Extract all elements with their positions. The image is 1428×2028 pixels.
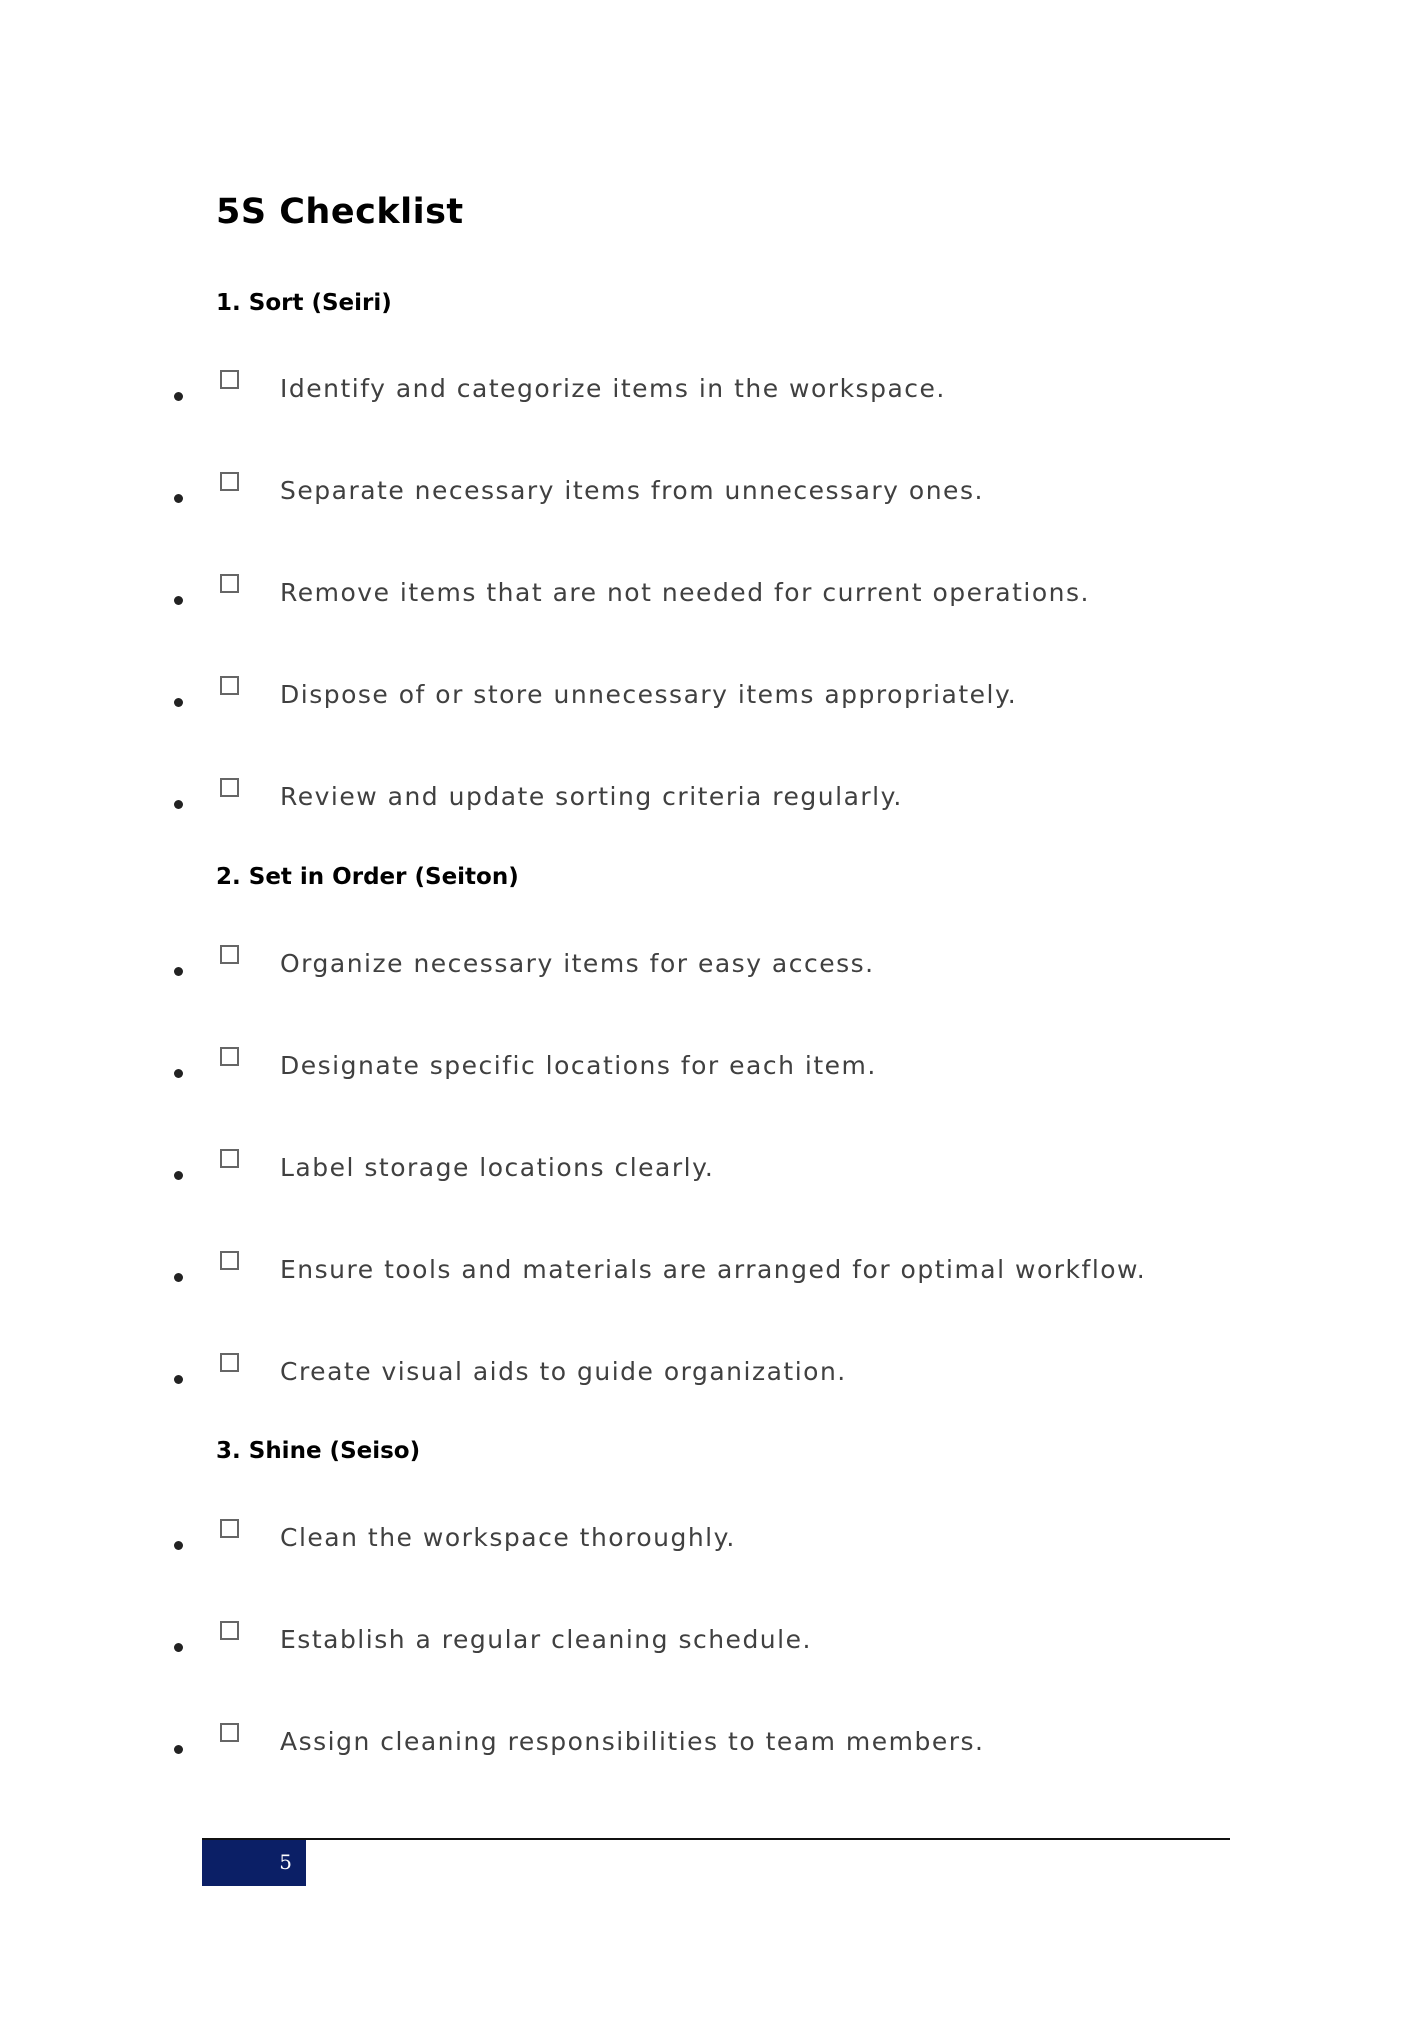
bullet-dot xyxy=(174,596,183,605)
footer-divider xyxy=(202,1838,1230,1840)
checkbox-icon[interactable] xyxy=(220,778,239,797)
checkbox-icon[interactable] xyxy=(220,1047,239,1066)
checkbox-icon[interactable] xyxy=(220,1621,239,1640)
list-item xyxy=(0,1519,1428,1579)
list-item-text: Label storage locations clearly. xyxy=(280,1153,715,1182)
list-item xyxy=(0,1621,1428,1681)
checkbox-icon[interactable] xyxy=(220,1519,239,1538)
list-item-text: Review and update sorting criteria regularly. xyxy=(280,782,903,811)
checkbox-icon[interactable] xyxy=(220,1149,239,1168)
checkbox-icon[interactable] xyxy=(220,1353,239,1372)
list-item xyxy=(0,574,1428,634)
bullet-dot xyxy=(174,967,183,976)
checkbox-icon[interactable] xyxy=(220,370,239,389)
section-heading-shine: 3. Shine (Seiso) xyxy=(216,1438,421,1464)
list-item xyxy=(0,778,1428,838)
bullet-dot xyxy=(174,1541,183,1550)
list-item xyxy=(0,1353,1428,1413)
list-item xyxy=(0,1047,1428,1107)
bullet-dot xyxy=(174,392,183,401)
checkbox-icon[interactable] xyxy=(220,472,239,491)
bullet-dot xyxy=(174,494,183,503)
bullet-dot xyxy=(174,1069,183,1078)
bullet-dot xyxy=(174,1745,183,1754)
list-item xyxy=(0,370,1428,430)
list-item-text: Organize necessary items for easy access. xyxy=(280,949,875,978)
bullet-dot xyxy=(174,1171,183,1180)
checkbox-icon[interactable] xyxy=(220,1723,239,1742)
list-item-text: Assign cleaning responsibilities to team members. xyxy=(280,1727,985,1756)
bullet-dot xyxy=(174,800,183,809)
list-item-text: Ensure tools and materials are arranged for optimal workflow. xyxy=(280,1255,1147,1284)
bullet-dot xyxy=(174,1643,183,1652)
checkbox-icon[interactable] xyxy=(220,574,239,593)
list-item xyxy=(0,945,1428,1005)
page-number: 5 xyxy=(279,1850,292,1874)
checkbox-icon[interactable] xyxy=(220,676,239,695)
bullet-dot xyxy=(174,698,183,707)
bullet-dot xyxy=(174,1273,183,1282)
list-item xyxy=(0,1251,1428,1311)
list-item-text: Create visual aids to guide organization. xyxy=(280,1357,847,1386)
list-item-text: Dispose of or store unnecessary items appropriately. xyxy=(280,680,1018,709)
page-number-badge xyxy=(202,1840,306,1886)
page-title: 5S Checklist xyxy=(216,192,464,232)
list-item xyxy=(0,472,1428,532)
list-item-text: Identify and categorize items in the workspace. xyxy=(280,374,946,403)
checkbox-icon[interactable] xyxy=(220,945,239,964)
checkbox-icon[interactable] xyxy=(220,1251,239,1270)
bullet-dot xyxy=(174,1375,183,1384)
list-item-text: Designate specific locations for each item. xyxy=(280,1051,877,1080)
list-item-text: Clean the workspace thoroughly. xyxy=(280,1523,736,1552)
list-item xyxy=(0,676,1428,736)
list-item-text: Establish a regular cleaning schedule. xyxy=(280,1625,812,1654)
section-heading-sort: 1. Sort (Seiri) xyxy=(216,290,392,316)
list-item xyxy=(0,1149,1428,1209)
section-heading-set-in-order: 2. Set in Order (Seiton) xyxy=(216,864,519,890)
list-item-text: Separate necessary items from unnecessary ones. xyxy=(280,476,984,505)
list-item xyxy=(0,1723,1428,1783)
list-item-text: Remove items that are not needed for current operations. xyxy=(280,578,1090,607)
